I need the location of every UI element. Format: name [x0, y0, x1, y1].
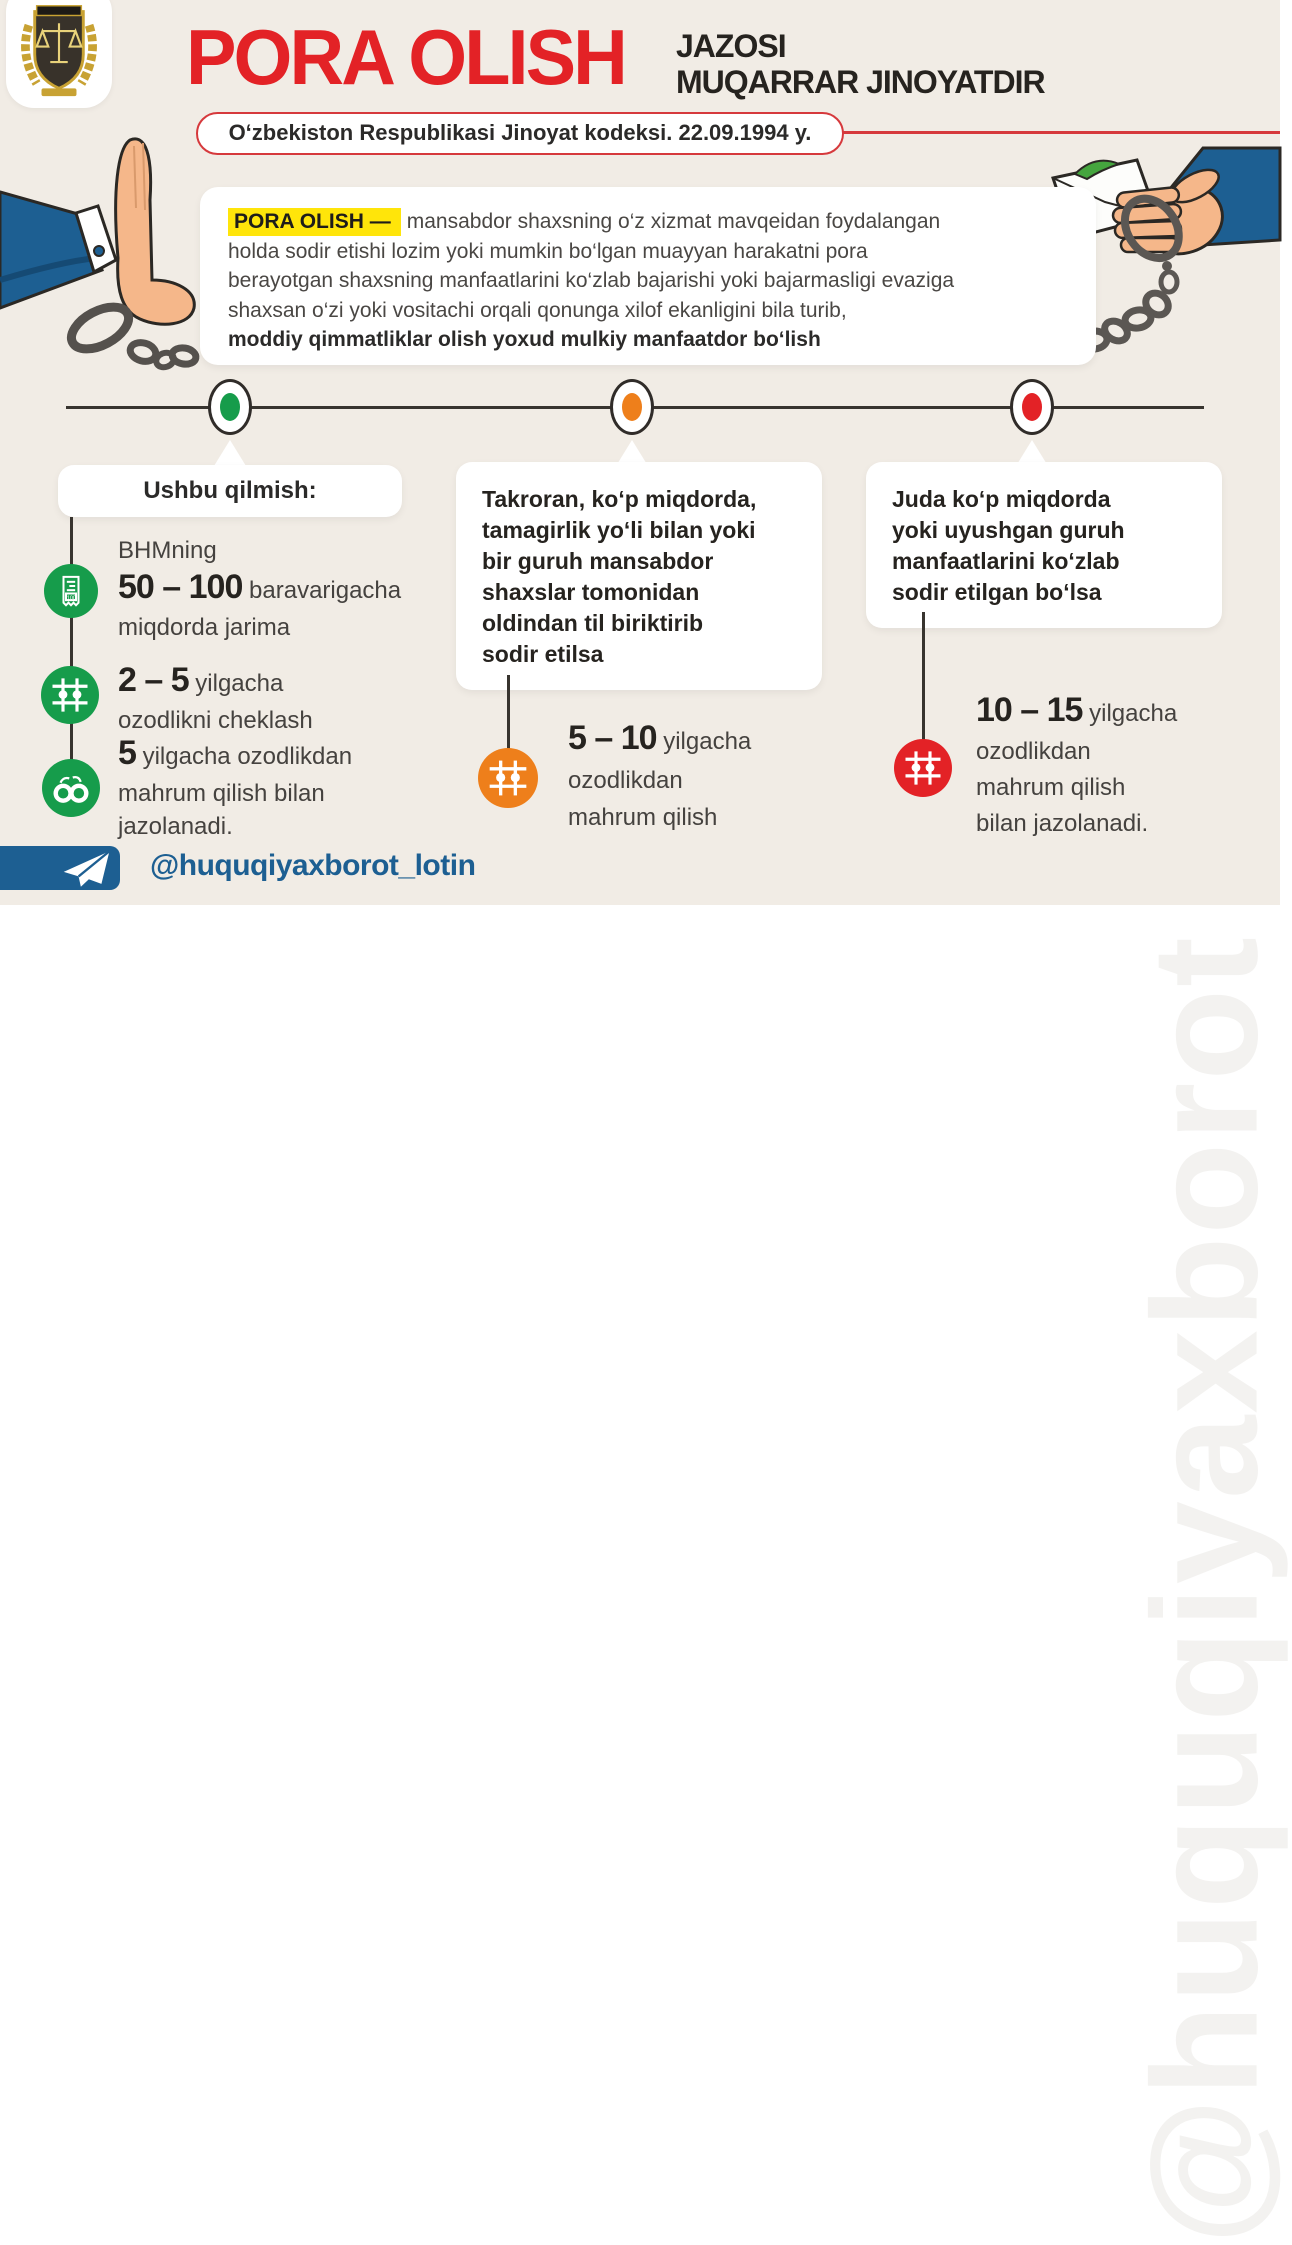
law-reference-banner: O‘zbekiston Respublikasi Jinoyat kodeksi. 22.09.1994 y. [196, 112, 844, 155]
column1-connector [70, 517, 73, 790]
penalty-prison-1: 5 yilgacha ozodlikdan mahrum qilish bilan jazolanadi. [118, 734, 353, 840]
page-subtitle [676, 28, 1045, 100]
timeline-dot-green [220, 393, 240, 421]
paper-plane-icon [56, 849, 116, 889]
timeline-marker-3 [1010, 379, 1054, 435]
definition-card [200, 187, 1096, 365]
prison-bars-icon-red [894, 739, 952, 797]
definition-line-2: holda sodir etishi lozim yoki mumkin bo‘lgan muayyan harakatni pora [228, 239, 868, 263]
timeline-marker-2 [610, 379, 654, 435]
stop-hand-illustration [0, 130, 230, 365]
penalty-prison-3: 10 – 15 yilgacha ozodlikdan mahrum qilish bilan jazolanadi. [976, 691, 1178, 837]
justice-ministry-emblem-icon [15, 0, 103, 100]
subtitle-line2: MUQARRAR JINOYATDIR [676, 64, 1045, 100]
penalty-prison-2: 5 – 10 yilgacha ozodlikdan mahrum qilish [568, 719, 752, 831]
definition-highlight: PORA OLISH — [228, 208, 401, 236]
timeline-dot-red [1022, 393, 1042, 421]
definition-line-4: shaxsan o‘zi yoki vositachi orqali qonunga xilof ekanligini bila turib, [228, 298, 847, 322]
pointer-1 [214, 440, 246, 466]
definition-line-5: moddiy qimmatliklar olish yoxud mulkiy manfaatdor bo‘lish [228, 328, 821, 351]
column3-condition-box: Juda ko‘p miqdorda yoki uyushgan guruh manfaatlarini ko‘zlab sodir etilgan bo‘lsa [866, 462, 1222, 628]
banner-connector-line [840, 131, 1280, 134]
watermark-text: @huquqiyaxborot [1121, 935, 1289, 2245]
handcuffs-icon [42, 759, 100, 817]
column1-header-box: Ushbu qilmish: [58, 465, 402, 517]
telegram-handle: @huquqiyaxborot_lotin [150, 849, 476, 882]
svg-text:100: 100 [66, 595, 76, 602]
penalty-fine: BHMning 50 – 100 baravarigacha miqdorda jarima [118, 537, 402, 641]
restriction-bars-icon [41, 666, 99, 724]
column2-condition-box: Takroran, ko‘p miqdorda, tamagirlik yo‘li bilan yoki bir guruh mansabdor shaxslar tomonidan oldindan til biriktirib sodir etilsa [456, 462, 822, 690]
logo-card [6, 0, 112, 108]
column2-connector [507, 675, 510, 751]
definition-line-3: berayotgan shaxsning manfaatlarini ko‘zlab bajarishi yoki bajarmasligi evaziga [228, 269, 955, 292]
column3-connector [922, 612, 925, 740]
page-title: PORA OLISH [186, 13, 625, 101]
telegram-bar [0, 846, 120, 890]
timeline-dot-orange [622, 393, 642, 421]
prison-bars-icon-orange [478, 748, 538, 808]
timeline-marker-1 [208, 379, 252, 435]
subtitle-line1: JAZOSI [676, 28, 786, 64]
fine-receipt-icon [44, 564, 98, 618]
penalty-restriction: 2 – 5 yilgacha ozodlikni cheklash [118, 661, 313, 734]
definition-line-1: PORA OLISH — mansabdor shaxsning o‘z xizmat mavqeidan foydalangan [228, 207, 1068, 237]
